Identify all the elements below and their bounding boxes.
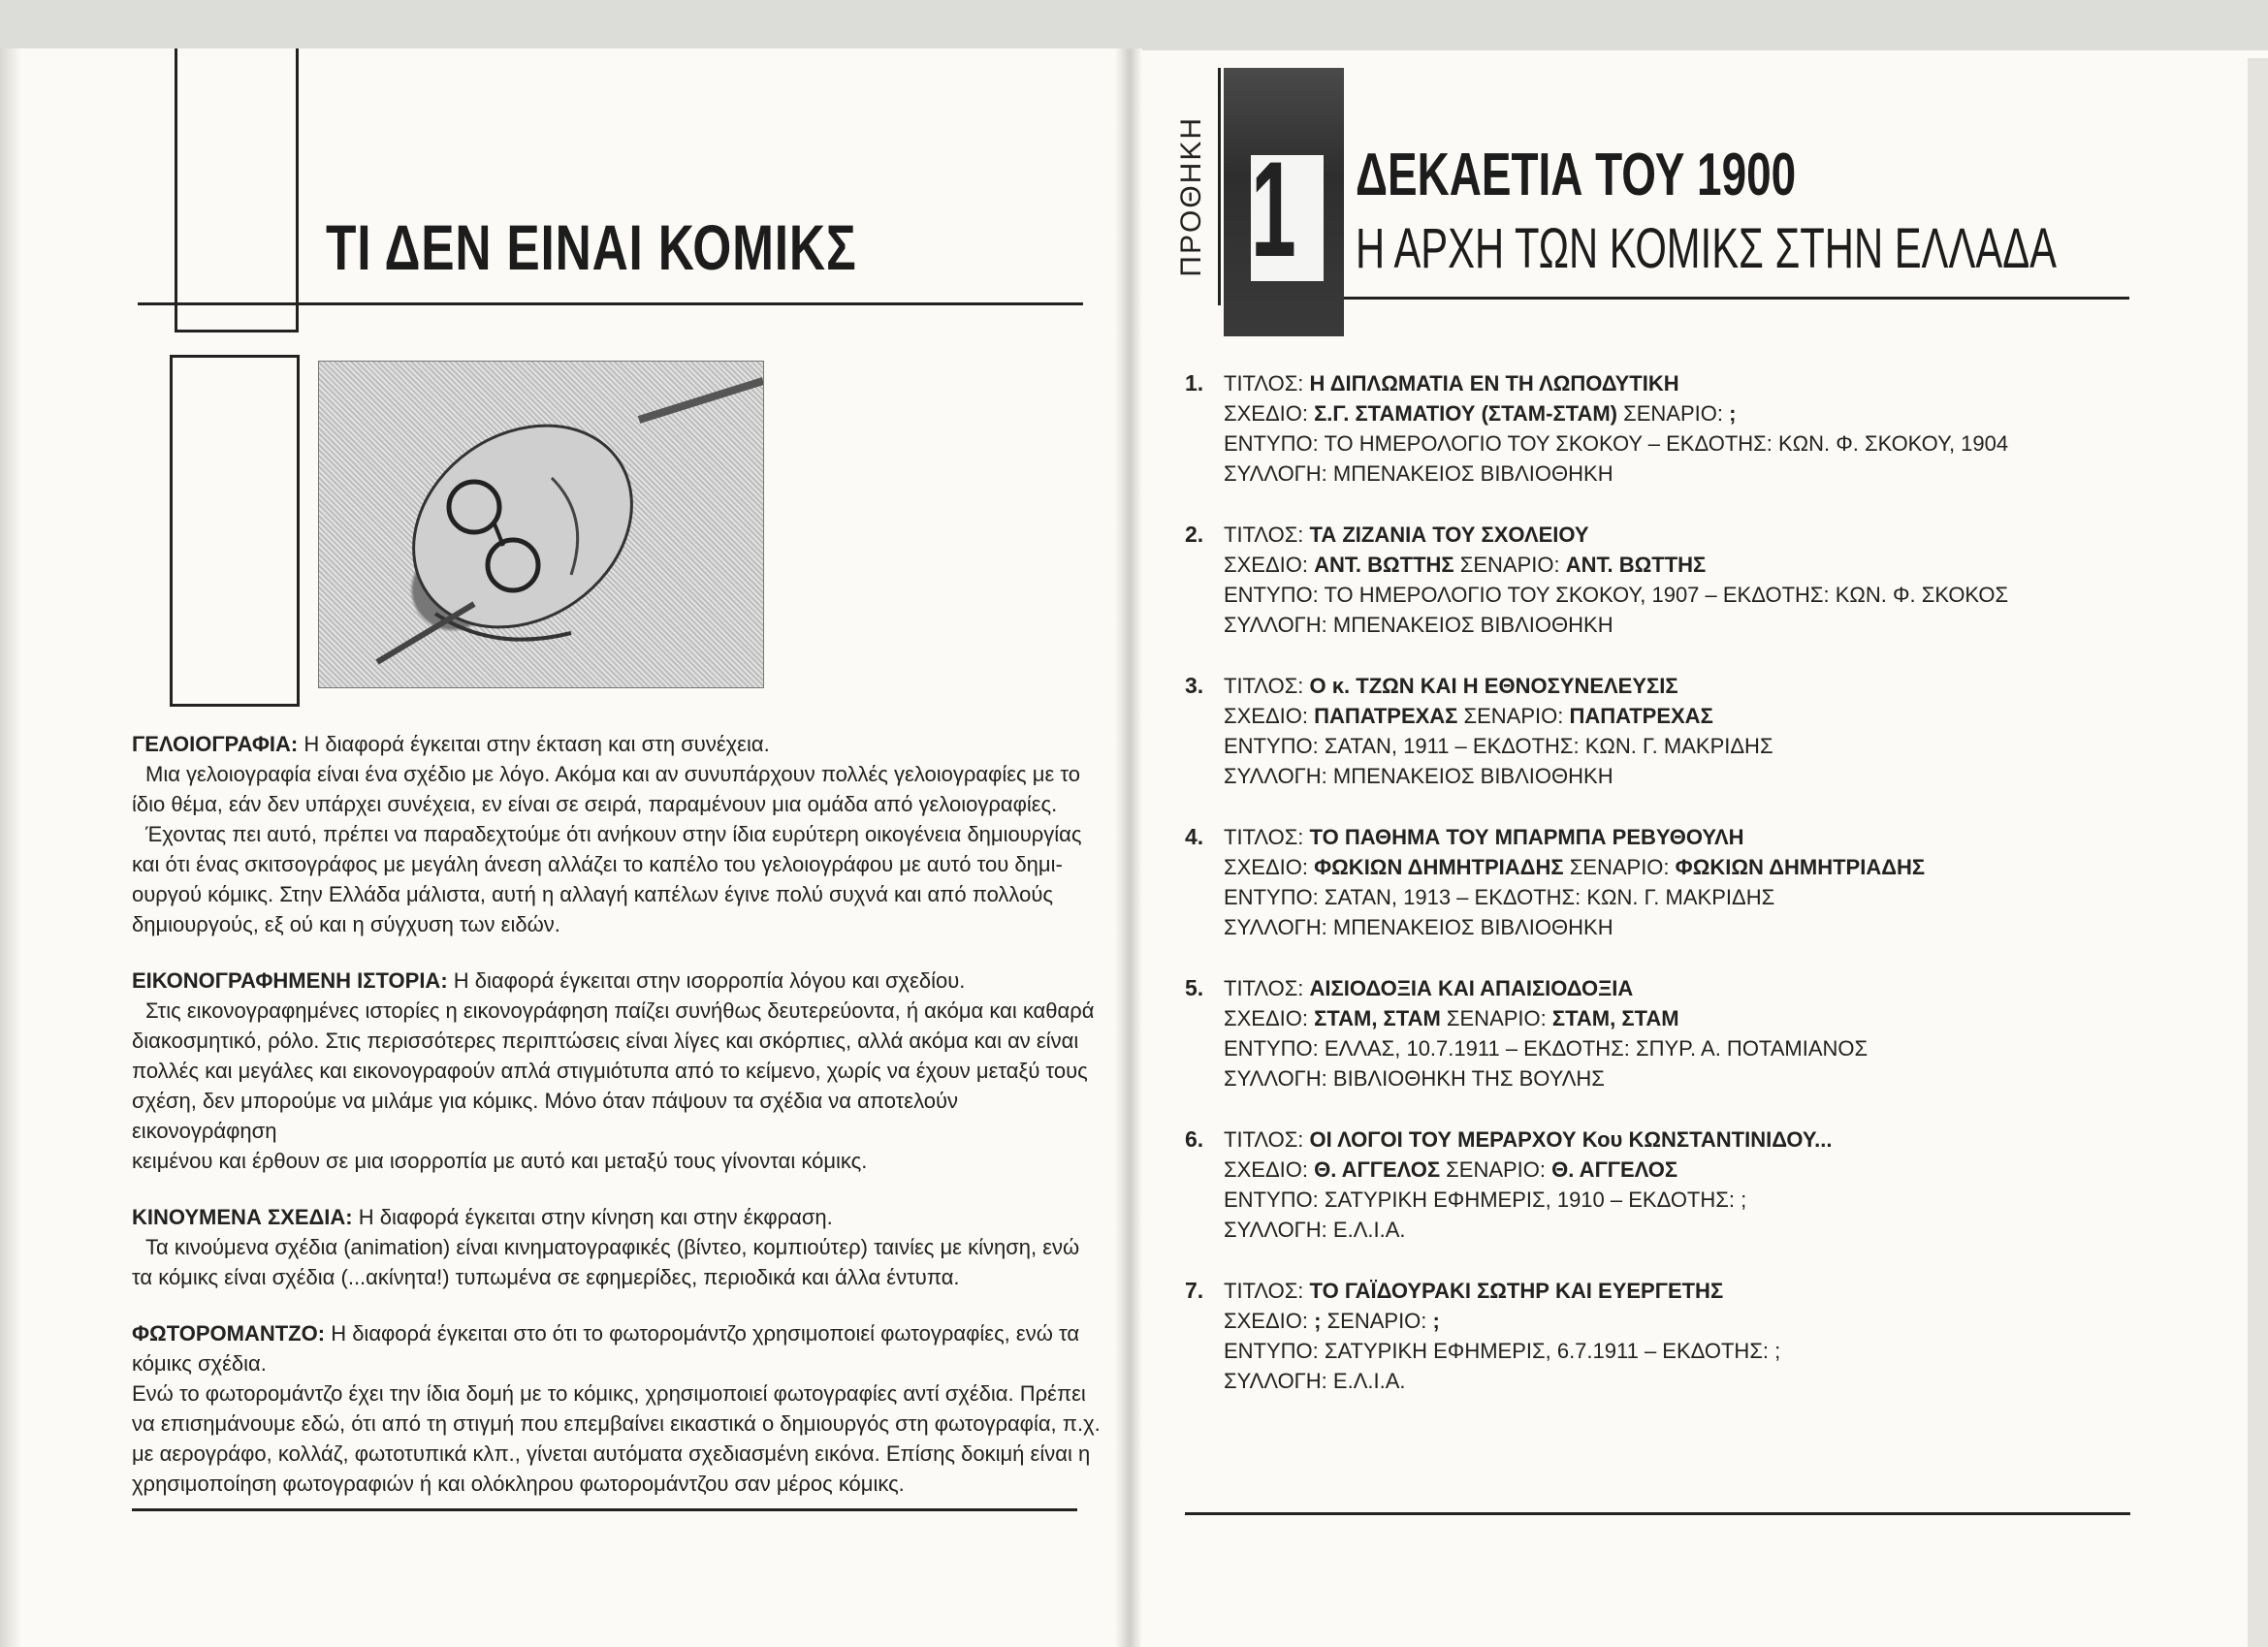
list-item: [1185, 671, 2155, 791]
text-line: κειμένου και έρθουν σε μια ισορροπία με αυτό και μεταξύ τους γίνονται κόμικς.: [132, 1149, 868, 1173]
item-writer: ΦΩΚΙΩΝ ΔΗΜΗΤΡΙΑΔΗΣ: [1675, 855, 1926, 879]
left-page-title: ΤΙ ΔΕΝ ΕΙΝΑΙ ΚΟΜΙΚΣ: [326, 211, 857, 283]
section-lead: Η διαφορά έγκειται στην κίνηση και στην έκφραση.: [358, 1205, 833, 1229]
drawing-label: ΣΧΕΔΙΟ:: [1224, 1157, 1308, 1182]
right-page-subtitle: Η ΑΡΧΗ ΤΩΝ ΚΟΜΙΚΣ ΣΤΗΝ ΕΛΛΑΔΑ: [1356, 217, 2057, 280]
section-lead: Η διαφορά έγκειται στο ότι το φωτορομάντζο χρησιμοποιεί φωτογραφίες, ενώ τα: [331, 1321, 1080, 1346]
item-collection: ΣΥΛΛΟΓΗ: Ε.Λ.Ι.Α.: [1224, 1218, 1406, 1242]
script-label: ΣΕΝΑΡΙΟ:: [1463, 704, 1564, 728]
section-illustrated-story: [132, 966, 1102, 1176]
item-title: ΤΑ ΖΙΖΑΝΙΑ ΤΟΥ ΣΧΟΛΕΙΟΥ: [1309, 523, 1589, 547]
drawing-label: ΣΧΕΔΙΟ:: [1224, 1006, 1308, 1030]
item-publication: ΕΝΤΥΠΟ: ΣΑΤΑΝ, 1913 – ΕΚΔΟΤΗΣ: ΚΩΝ. Γ. ΜΑΚΡΙΔΗΣ: [1224, 885, 1775, 909]
text-line: να επισημάνουμε εδώ, ότι από τη στιγμή που επεμβαίνει εικαστικά ο δημιουργός στη φωτογραφία, π.χ.: [132, 1411, 1101, 1436]
photo-frame-box: [170, 355, 300, 707]
right-page-edge: [2248, 58, 2268, 1647]
item-number: 6.: [1185, 1126, 1204, 1152]
item-collection: ΣΥΛΛΟΓΗ: ΜΠΕΝΑΚΕΙΟΣ ΒΙΒΛΙΟΘΗΚΗ: [1224, 764, 1613, 788]
item-writer: ΠΑΠΑΤΡΕΧΑΣ: [1569, 704, 1713, 728]
section-heading: ΓΕΛΟΙΟΓΡΑΦΙΑ:: [132, 732, 299, 756]
item-collection: ΣΥΛΛΟΓΗ: ΜΠΕΝΑΚΕΙΟΣ ΒΙΒΛΙΟΘΗΚΗ: [1224, 461, 1613, 486]
item-title: ΑΙΣΙΟΔΟΞΙΑ ΚΑΙ ΑΠΑΙΣΙΟΔΟΞΙΑ: [1309, 976, 1634, 1000]
text-line: κόμικς σχέδια.: [132, 1351, 267, 1376]
item-title: ΤΟ ΓΑΪΔΟΥΡΑΚΙ ΣΩΤΗΡ ΚΑΙ ΕΥΕΡΓΕΤΗΣ: [1309, 1279, 1724, 1303]
left-footer-rule: [132, 1508, 1077, 1511]
text-line: ουργού κόμικς. Στην Ελλάδα μάλιστα, αυτή η αλλαγή καπέλων έγινε πολύ συχνά και από πολλούς: [132, 882, 1053, 906]
section-lead: Η διαφορά έγκειται στην έκταση και στη συνέχεια.: [303, 732, 770, 756]
title-frame-box: [175, 48, 299, 333]
item-title: ΟΙ ΛΟΓΟΙ ΤΟΥ ΜΕΡΑΡΧΟΥ Κου ΚΩΝΣΤΑΝΤΙΝΙΔΟΥ...: [1309, 1127, 1833, 1152]
item-number: 2.: [1185, 522, 1204, 547]
title-label: ΤΙΤΛΟΣ:: [1224, 976, 1304, 1000]
drawing-label: ΣΧΕΔΙΟ:: [1224, 855, 1308, 879]
left-body-text: [132, 729, 1102, 1525]
drawing-label: ΣΧΕΔΙΟ:: [1224, 553, 1308, 577]
text-line: Στις εικονογραφημένες ιστορίες η εικονογράφηση παίζει συνήθως δευτερεύοντα, ή ακόμα και καθαρά: [145, 998, 1095, 1023]
title-label: ΤΙΤΛΟΣ:: [1224, 674, 1304, 698]
list-item: [1185, 520, 2155, 640]
section-heading: ΦΩΤΟΡΟΜΑΝΤΖΟ:: [132, 1321, 326, 1346]
text-line: δημιουργούς, εξ ού και η σύγχυση των ειδών.: [132, 912, 560, 936]
item-artist: ΑΝΤ. ΒΩΤΤΗΣ: [1314, 553, 1454, 577]
scan-background: [0, 0, 2268, 50]
list-item: [1185, 1124, 2155, 1245]
item-artist: ΣΤΑΜ, ΣΤΑΜ: [1314, 1006, 1441, 1030]
right-page-title: ΔΕΚΑΕΤΙΑ ΤΟΥ 1900: [1356, 142, 1797, 208]
chapter-number-box: [1251, 133, 1324, 285]
item-title: ΤΟ ΠΑΘΗΜΑ ΤΟΥ ΜΠΑΡΜΠΑ ΡΕΒΥΘΟΥΛΗ: [1309, 825, 1744, 849]
comics-list: [1185, 368, 2155, 1427]
text-line: Μια γελοιογραφία είναι ένα σχέδιο με λόγο. Ακόμα και αν συνυπάρχουν πολλές γελοιογραφίες με το: [145, 762, 1080, 786]
photo-frame-bottom: [170, 704, 297, 707]
text-line: Τα κινούμενα σχέδια (animation) είναι κινηματογραφικές (βίντεο, κομπιούτερ) ταινίες με κίνηση, ενώ: [145, 1235, 1080, 1259]
text-line: σχέση, δεν μπορούμε να μιλάμε για κόμικς. Μόνο όταν πάψουν τα σχέδια να αποτελούν εικονογράφηση: [132, 1089, 959, 1143]
item-writer: ΑΝΤ. ΒΩΤΤΗΣ: [1565, 553, 1707, 577]
item-number: 4.: [1185, 824, 1204, 849]
item-writer: Θ. ΑΓΓΕΛΟΣ: [1551, 1157, 1678, 1182]
title-label: ΤΙΤΛΟΣ:: [1224, 1127, 1304, 1152]
title-label: ΤΙΤΛΟΣ:: [1224, 1279, 1304, 1303]
item-number: 1.: [1185, 370, 1204, 396]
script-label: ΣΕΝΑΡΙΟ:: [1326, 1309, 1427, 1333]
item-number: 7.: [1185, 1278, 1204, 1303]
section-heading: ΚΙΝΟΥΜΕΝΑ ΣΧΕΔΙΑ:: [132, 1205, 353, 1229]
text-line: και ότι ένας σκιτσογράφος με μεγάλη άνεση αλλάζει το καπέλο του γελοιογράφου με αυτό του δημι-: [132, 852, 1063, 876]
item-writer: ;: [1432, 1309, 1440, 1333]
item-publication: ΕΝΤΥΠΟ: ΣΑΤΑΝ, 1911 – ΕΚΔΟΤΗΣ: ΚΩΝ. Γ. ΜΑΚΡΙΔΗΣ: [1224, 734, 1773, 758]
title-label: ΤΙΤΛΟΣ:: [1224, 825, 1304, 849]
text-line: Έχοντας πει αυτό, πρέπει να παραδεχτούμε ότι ανήκουν στην ίδια ευρύτερη οικογένεια δημιουργίας: [145, 822, 1082, 846]
item-publication: ΕΝΤΥΠΟ: ΣΑΤΥΡΙΚΗ ΕΦΗΜΕΡΙΣ, 6.7.1911 – ΕΚΔΟΤΗΣ: ;: [1224, 1339, 1781, 1363]
list-item: [1185, 368, 2155, 489]
title-label: ΤΙΤΛΟΣ:: [1224, 523, 1304, 547]
drawing-label: ΣΧΕΔΙΟ:: [1224, 401, 1308, 426]
section-animation: [132, 1202, 1102, 1292]
title-label: ΤΙΤΛΟΣ:: [1224, 371, 1304, 396]
section-caricature: [132, 729, 1102, 939]
text-line: Ενώ το φωτορομάντζο έχει την ίδια δομή με το κόμικς, χρησιμοποιεί φωτογραφίες αντί σχέδια. Πρέπει: [132, 1381, 1086, 1406]
text-line: με αερογράφο, κολλάζ, φωτοτυπικά κλπ., γίνεται αυτόματα σχεδιασμένη εικόνα. Επίσης δοκιμή είναι η: [132, 1441, 1091, 1466]
section-lead: Η διαφορά έγκειται στην ισορροπία λόγου και σχεδίου.: [453, 968, 966, 993]
side-label: ΠΡΟΘΗΚΗ: [1175, 116, 1207, 277]
photo-caricature: [318, 361, 764, 688]
list-item: [1185, 973, 2155, 1093]
item-publication: ΕΝΤΥΠΟ: ΤΟ ΗΜΕΡΟΛΟΓΙΟ ΤΟΥ ΣΚΟΚΟΥ, 1907 – ΕΚΔΟΤΗΣ: ΚΩΝ. Φ. ΣΚΟΚΟΣ: [1224, 583, 2009, 607]
item-publication: ΕΝΤΥΠΟ: ΕΛΛΑΣ, 10.7.1911 – ΕΚΔΟΤΗΣ: ΣΠΥΡ. Α. ΠΟΤΑΜΙΑΝΟΣ: [1224, 1036, 1869, 1061]
script-label: ΣΕΝΑΡΙΟ:: [1446, 1006, 1547, 1030]
item-artist: Θ. ΑΓΓΕΛΟΣ: [1314, 1157, 1441, 1182]
item-writer: ;: [1729, 401, 1737, 426]
section-heading: ΕΙΚΟΝΟΓΡΑΦΗΜΕΝΗ ΙΣΤΟΡΙΑ:: [132, 968, 448, 993]
item-publication: ΕΝΤΥΠΟ: ΣΑΤΥΡΙΚΗ ΕΦΗΜΕΡΙΣ, 1910 – ΕΚΔΟΤΗΣ: ;: [1224, 1188, 1747, 1212]
text-line: διακοσμητικό, ρόλο. Στις περισσότερες περιπτώσεις είναι λίγες και σκόρπιες, αλλά ακόμα και αν είναι: [132, 1029, 1079, 1053]
text-line: πολλές και μεγάλες και εικονογραφούν απλά στιγμιότυπα από το κείμενο, χωρίς να έχουν μεταξύ τους: [132, 1059, 1088, 1083]
script-label: ΣΕΝΑΡΙΟ:: [1623, 401, 1723, 426]
list-item: [1185, 1276, 2155, 1396]
item-artist: Σ.Γ. ΣΤΑΜΑΤΙΟΥ (ΣΤΑΜ-ΣΤΑΜ): [1314, 401, 1617, 426]
item-number: 5.: [1185, 975, 1204, 1000]
chapter-number: 1: [1251, 133, 1296, 285]
list-item: [1185, 822, 2155, 942]
left-page-edge: [0, 48, 21, 1647]
caricature-drawing: [319, 362, 763, 687]
item-number: 3.: [1185, 673, 1204, 698]
item-artist: ΦΩΚΙΩΝ ΔΗΜΗΤΡΙΑΔΗΣ: [1314, 855, 1564, 879]
item-collection: ΣΥΛΛΟΓΗ: ΜΠΕΝΑΚΕΙΟΣ ΒΙΒΛΙΟΘΗΚΗ: [1224, 915, 1613, 939]
item-collection: ΣΥΛΛΟΓΗ: ΒΙΒΛΙΟΘΗΚΗ ΤΗΣ ΒΟΥΛΗΣ: [1224, 1066, 1605, 1091]
script-label: ΣΕΝΑΡΙΟ:: [1459, 553, 1560, 577]
item-artist: ;: [1314, 1309, 1322, 1333]
drawing-label: ΣΧΕΔΙΟ:: [1224, 1309, 1308, 1333]
text-line: χρησιμοποίηση φωτογραφιών ή και ολόκληρου φωτορομάντζου σαν μέρος κόμικς.: [132, 1472, 905, 1496]
right-footer-rule: [1185, 1512, 2130, 1515]
text-line: τα κόμικς είναι σχέδια (...ακίνητα!) τυπωμένα σε εφημερίδες, περιοδικά και άλλα έντυπα.: [132, 1265, 960, 1289]
item-title: Η ΔΙΠΛΩΜΑΤΙΑ ΕΝ ΤΗ ΛΩΠΟΔΥΤΙΚΗ: [1309, 371, 1679, 396]
script-label: ΣΕΝΑΡΙΟ:: [1569, 855, 1670, 879]
drawing-label: ΣΧΕΔΙΟ:: [1224, 704, 1308, 728]
title-rule: [138, 302, 1083, 305]
item-artist: ΠΑΠΑΤΡΕΧΑΣ: [1314, 704, 1458, 728]
script-label: ΣΕΝΑΡΙΟ:: [1446, 1157, 1547, 1182]
item-publication: ΕΝΤΥΠΟ: ΤΟ ΗΜΕΡΟΛΟΓΙΟ ΤΟΥ ΣΚΟΚΟΥ – ΕΚΔΟΤΗΣ: ΚΩΝ. Φ. ΣΚΟΚΟΥ, 1904: [1224, 431, 2009, 456]
item-writer: ΣΤΑΜ, ΣΤΑΜ: [1551, 1006, 1679, 1030]
right-title-rule: [1344, 297, 2129, 300]
text-line: ίδιο θέμα, εάν δεν υπάρχει συνέχεια, εν είναι σε σειρά, παραμένουν μια ομάδα από γελοιογραφίες.: [132, 792, 1058, 816]
item-collection: ΣΥΛΛΟΓΗ: Ε.Λ.Ι.Α.: [1224, 1369, 1406, 1393]
item-title: Ο κ. ΤΖΩΝ ΚΑΙ Η ΕΘΝΟΣΥΝΕΛΕΥΣΙΣ: [1309, 674, 1678, 698]
book-gutter: [1115, 48, 1142, 1647]
section-photo-romance: [132, 1318, 1102, 1499]
item-collection: ΣΥΛΛΟΓΗ: ΜΠΕΝΑΚΕΙΟΣ ΒΙΒΛΙΟΘΗΚΗ: [1224, 613, 1613, 637]
